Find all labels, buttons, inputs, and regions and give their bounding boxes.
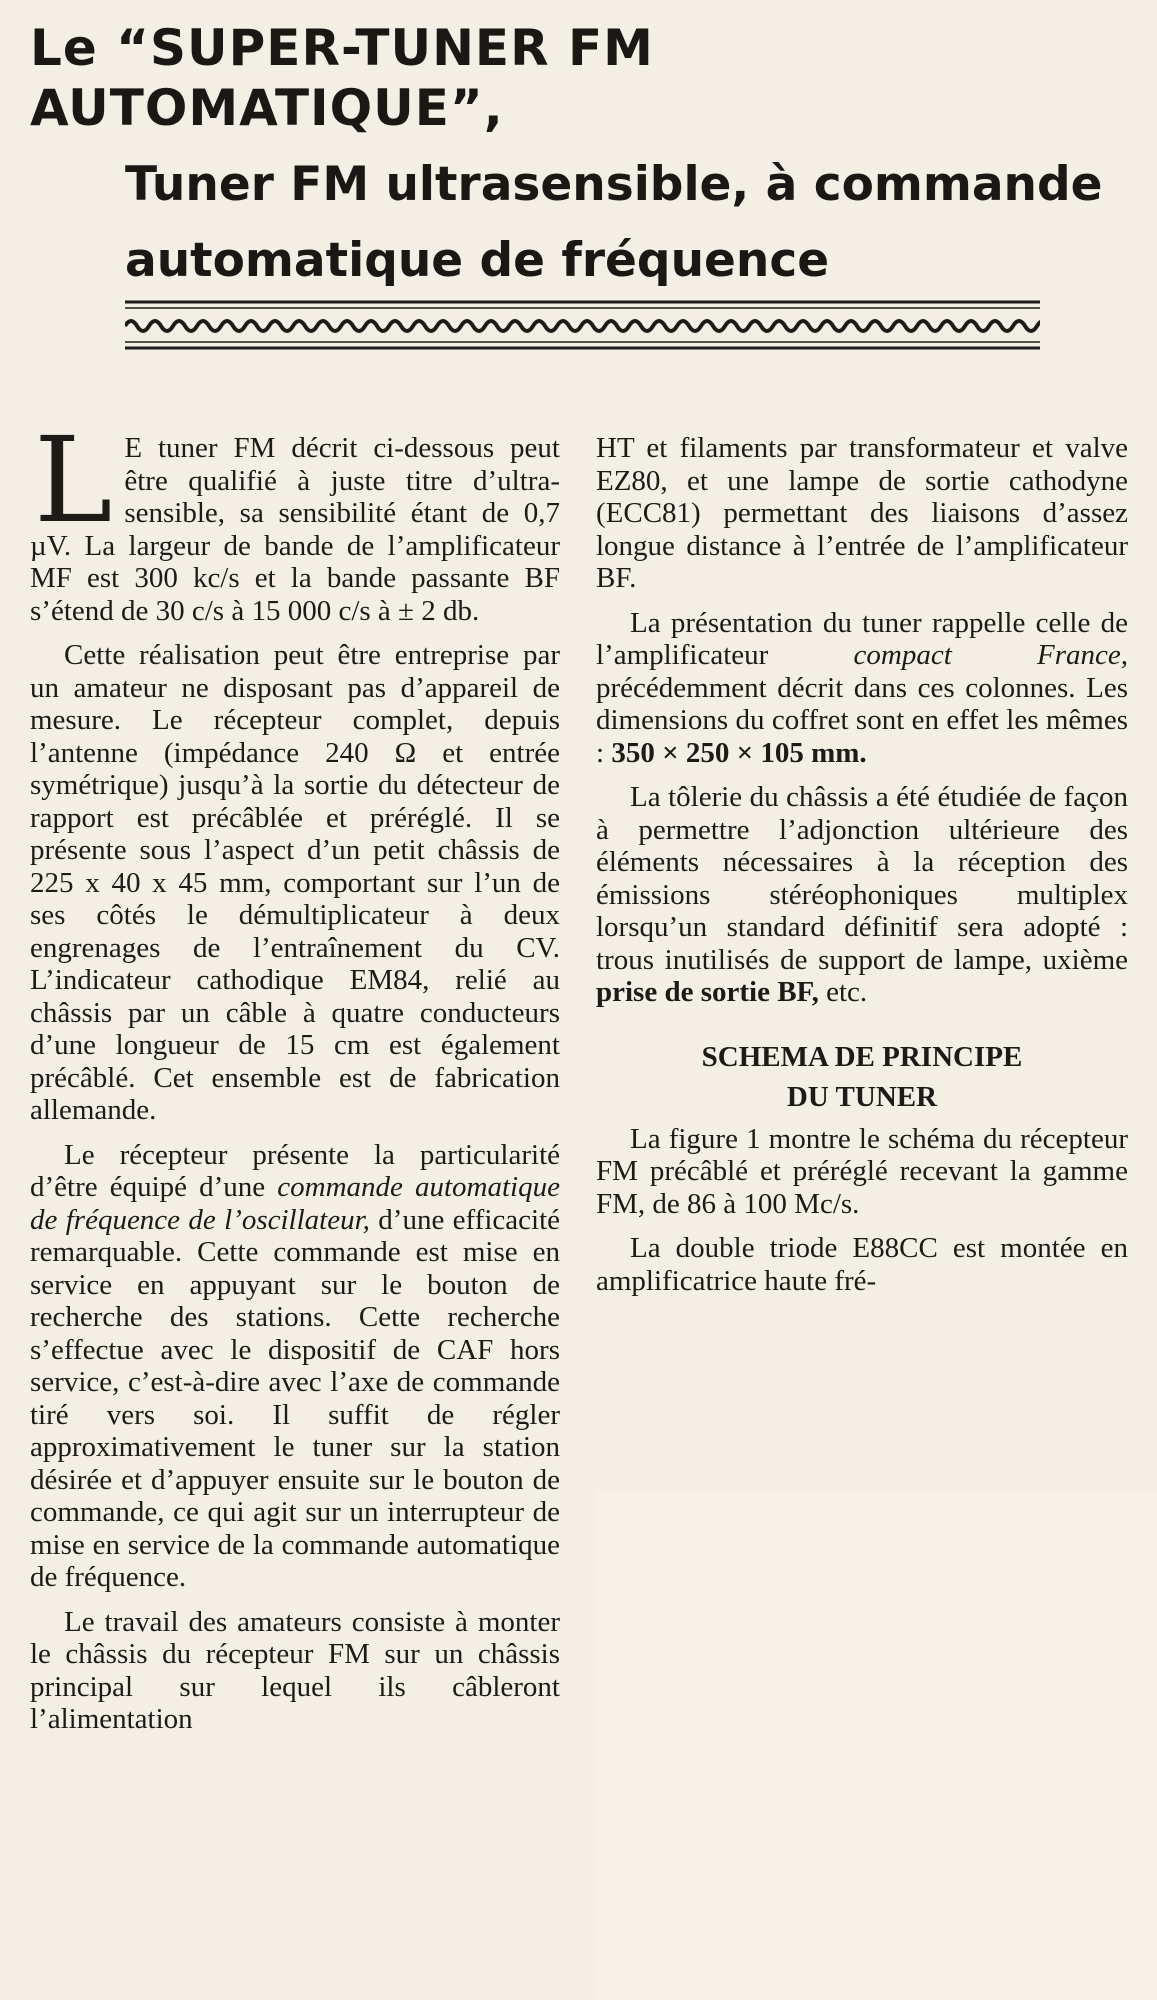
presentation-dimensions: 350 × 250 × 105 mm.: [611, 736, 867, 769]
caf-text-c: d’une efficacité remarquable. Cette commande est mise en service en appuyant sur le bouton de recherche des stations. Cette recherche s’effectue avec le dispositif de CAF hors service, c’est-à-dire avec l’axe de commande tiré vers soi. Il suffit de régler approximativement le tuner sur la station désirée et d’appuyer ensuite sur le bouton de commande, ce qui agit sur un interrupteur de mise en service de la commande automatique de fréquence.: [30, 1203, 560, 1593]
paragraph-caf: [30, 1139, 560, 1594]
section-heading-line-1: SCHEMA DE PRINCIPE: [701, 1040, 1023, 1073]
paragraph-figure: La figure 1 montre le schéma du récepteur FM précâblé et préréglé recevant la gamme FM, de 86 à 100 Mc/s.: [596, 1122, 1128, 1220]
title-line-3: automatique de fréquence: [125, 233, 830, 288]
section-heading: [596, 1037, 1128, 1117]
tolerie-text-d: etc.: [818, 976, 868, 1008]
paragraph-intro: [30, 411, 560, 627]
paragraph-triode: La double triode E88CC est montée en amplificatrice haute fré-: [596, 1232, 1128, 1297]
section-heading-line-2: DU TUNER: [786, 1080, 938, 1113]
paragraph-continuation: HT et filaments par transformateur et valve EZ80, et une lampe de sortie cathodyne (ECC81) permettant des liaisons d’assez longue distance à l’entrée de l’amplificateur BF.: [596, 432, 1128, 594]
title-line-1: Le “SUPER-TUNER FM AUTOMATIQUE”,: [30, 19, 654, 137]
tolerie-text-a: La tôlerie du châssis a été étudiée de façon à permettre l’adjonction ultérieure des éléments nécessaires à la réception des émissions stéréophoniques multiplex lorsqu’un standard définitif sera adopté : trous inutilisés de support de lampe,: [596, 781, 1128, 976]
drop-cap: L: [34, 411, 113, 549]
presentation-text-italic: compact France,: [853, 639, 1128, 671]
caf-text-a: Le récepteur présente la particularité d’être équipé d’une: [30, 1138, 560, 1203]
intro-text: E tuner FM décrit ci-dessous peut être qualifié à juste titre d’ultra-sensible, sa sensibilité étant de 0,7 µV. La largeur de bande de l’amplificateur MF est 300 kc/s et la bande passante BF s’étend de 30 c/s à 15 000 c/s à ± 2 db.: [30, 432, 560, 627]
caf-text-italic: commande automatique de fréquence de l’oscillateur,: [30, 1171, 560, 1236]
presentation-text-a: La présentation du tuner rappelle celle de l’amplificateur: [596, 606, 1128, 671]
blank-area: [596, 1492, 1157, 2000]
paragraph-realisation: Cette réalisation peut être entreprise par un amateur ne disposant pas d’appareil de mesure. Le récepteur complet, depuis l’antenne (impédance 240 Ω et entrée symétrique) jusqu’à la sortie du détecteur de rapport est précâblée et préréglé. Il se présente sous l’aspect d’un petit châssis de 225 x 40 x 45 mm, comportant sur l’un de ses côtés le démultiplicateur à deux engrenages de l’entraînement du CV. L’indicateur cathodique EM84, relié au châssis par un câble à quatre conducteurs d’une longueur de 15 cm est également précâblé. Cet ensemble est de fabrication allemande.: [30, 639, 560, 1126]
paragraph-tolerie: [596, 781, 1128, 1009]
ornamental-divider: [125, 300, 1040, 350]
title-line-2: Tuner FM ultrasensible, à commande: [125, 157, 1103, 212]
tolerie-text-bold: prise de sortie BF,: [596, 976, 819, 1008]
paragraph-presentation: [596, 607, 1128, 770]
paragraph-travail: Le travail des amateurs consiste à monter le châssis du récepteur FM sur un châssis principal sur lequel ils câbleront l’alimentation: [30, 1605, 560, 1735]
article-title: [30, 18, 1140, 294]
tolerie-text-b: uxième: [1042, 943, 1128, 976]
presentation-text-c: précédemment décrit dans ces colonnes. Les dimensions du coffret sont en effet les mêmes :: [596, 671, 1128, 769]
text-column-left: [30, 411, 560, 1736]
text-column-right: [596, 432, 1128, 1297]
